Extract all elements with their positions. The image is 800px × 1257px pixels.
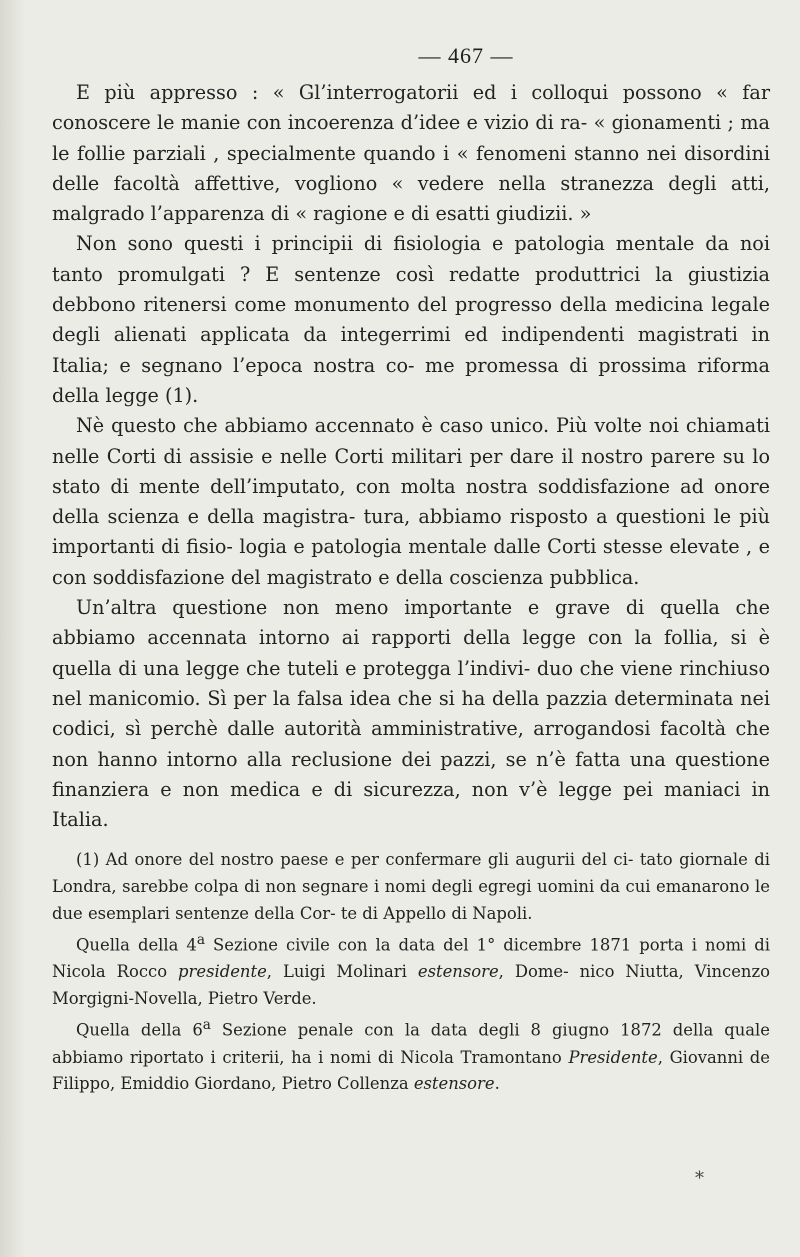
footnote-text: Sezione penale con la data degli 8 giugno 1872 della quale abbiamo riportato i criterii, ha i nomi di Nicola Tramontano (52, 1020, 770, 1067)
footnote-text: Quella della 6 (76, 1020, 203, 1040)
role-presidente: presidente (178, 962, 267, 982)
paragraph-asylum-law: Un’altra questione non meno importante e grave di quella che abbiamo accennata intorno ai rapporti della legge con la follia, si è quella di una legge che tuteli e protegga l’indivi- duo che viene rinchiuso nel manicomio. Sì per la falsa idea che si ha della pazzia determinata nei codici, sì perchè dalle autorità amministrative, arrogandosi facoltà che non hanno intorno alla reclusione dei pazzi, se n’è fatta una questione finanziera e non medica e di sicurezza, non v’è legge pei maniaci in Italia. (52, 596, 770, 832)
role-estensore: estensore (417, 962, 499, 982)
footnote-1-intro: (1) Ad onore del nostro paese e per confermare gli augurii del ci- tato giornale di Londra, sarebbe colpa di non segnare i nomi degli egregi uomini da cui emanarono le due esemplari sentenze della Cor- te di Appello di Napoli. (52, 850, 770, 923)
paragraph-principles: Non sono questi i principii di fisiologia e patologia mentale da noi tanto promulgati ? E sentenze così redatte produttrici la giustizia debbono ritenersi come monumento del progresso della medicina legale degli alienati applicata da integerrimi ed indipendenti magistrati in Italia; e segnano l’epoca nostra co- me promessa di prossima riforma della legge (1). (52, 232, 770, 407)
footnote-text: , Giovanni de Filippo, Emiddio Giordano, Pietro Collenza (52, 1047, 770, 1094)
role-presidente: Presidente (568, 1047, 658, 1067)
footnote-text: . (494, 1074, 500, 1094)
footnote-text: dicembre 1871 porta i nomi di Nicola Rocco (52, 935, 771, 982)
paragraph-quote: E più appresso : « Gl’interrogatorii ed i colloqui possono « far conoscere le manie con incoerenza d’idee e vizio di ra- « gionamenti ; ma le follie parziali , specialmente quando i « fenomeni stanno nei disordini delle facoltà affettive, vogliono « vedere nella stranezza degli atti, malgrado l’apparenza di « ragione e di esatti giudizii. » (52, 81, 770, 226)
asterisk-mark: * (695, 1168, 704, 1189)
footnote-text: , Luigi Molinari (266, 962, 418, 982)
footnotes (52, 847, 770, 1097)
page-edge-shadow (0, 0, 26, 1257)
paragraph-courts: Nè questo che abbiamo accennato è caso unico. Più volte noi chiamati nelle Corti di assisie e nelle Corti militari per dare il nostro parere su lo stato di mente dell’imputato, con molta nostra soddisfazione ad onore della scienza e della magistra- tura, abbiamo risposto a questioni le più importanti di fisio- logia e patologia mentale dalle Corti stesse elevate , e con soddisfazione del magistrato e della coscienza pubblica. (52, 414, 770, 589)
ordinal-superscript: a (202, 1017, 211, 1034)
footnote-text: Quella della 4 (76, 935, 197, 955)
page-number: — 467 — (418, 43, 514, 68)
book-page (52, 34, 770, 1098)
role-estensore: estensore (413, 1074, 495, 1094)
main-text (52, 78, 770, 835)
degree-mark: ° (487, 935, 496, 955)
ordinal-superscript: a (196, 932, 206, 949)
footnote-text: Sezione civile con la data del 1 (205, 935, 488, 955)
footnote-1-civil-section (52, 927, 770, 1012)
footnote-text: , Dome- nico Niutta, Vincenzo Morgigni-Novella, Pietro Verde. (52, 962, 770, 1008)
footnote-1-penal-section (52, 1012, 770, 1097)
